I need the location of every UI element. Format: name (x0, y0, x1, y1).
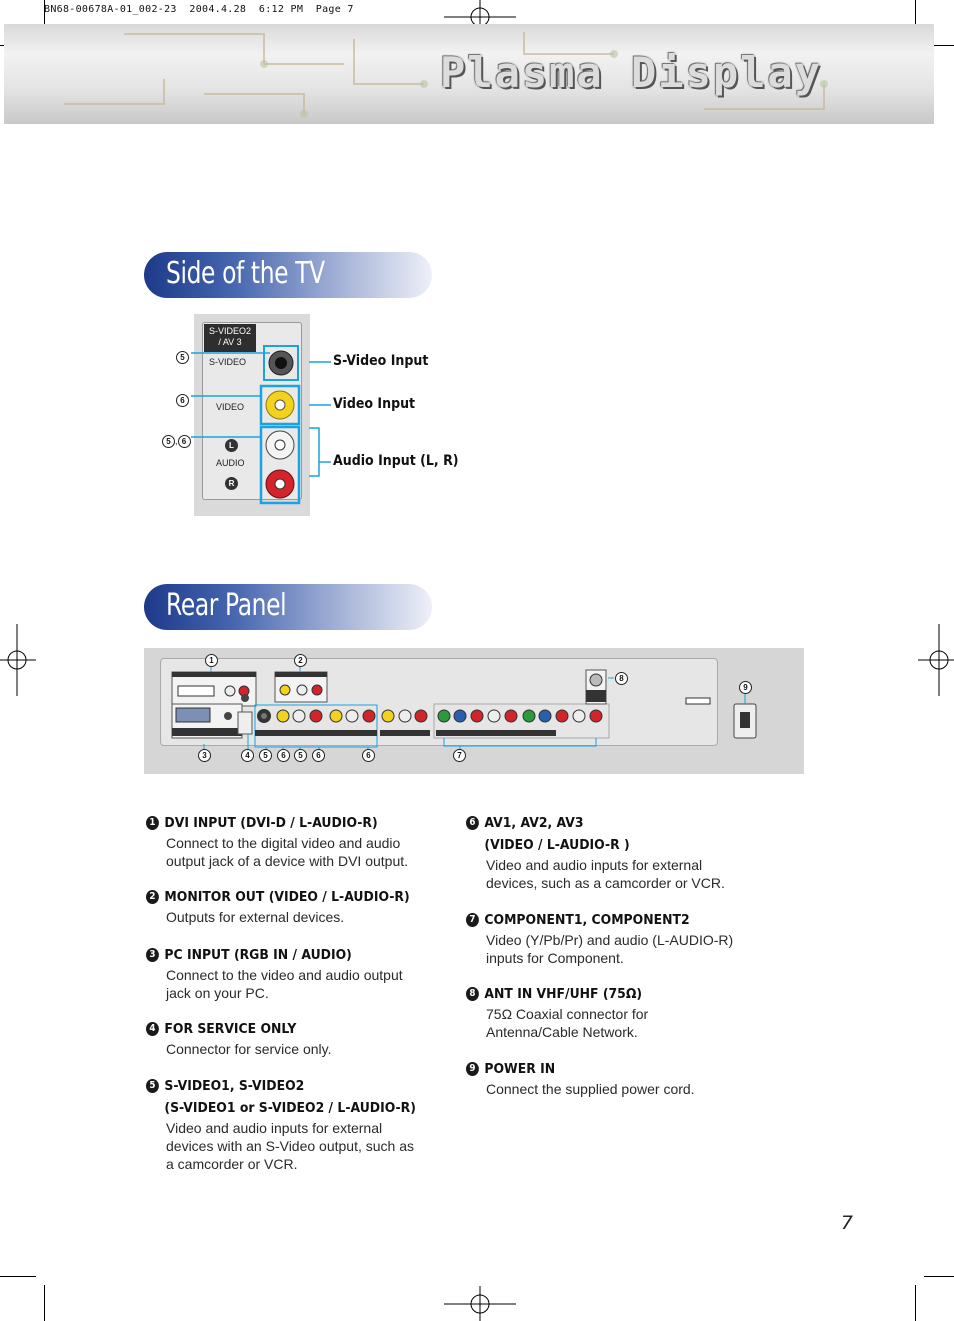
item-body: Video and audio inputs for external devices, such as a camcorder or VCR. (486, 857, 725, 891)
audio-r-mark: R (225, 477, 238, 490)
label-video-input: Video Input (333, 396, 416, 412)
registration-mark-bottom (444, 1286, 516, 1321)
svideo-text: S-VIDEO (209, 357, 247, 367)
rear-callout-3: 3 (198, 749, 211, 762)
video-text: VIDEO (216, 402, 245, 412)
desc-item-5 (146, 1075, 426, 1173)
side-callout-lines (185, 340, 335, 480)
item-number: 4 (146, 1022, 159, 1036)
item-body: Video (Y/Pb/Pr) and audio (L-AUDIO-R) inputs for Component. (486, 932, 734, 966)
item-heading: MONITOR OUT (VIDEO / L-AUDIO-R) (164, 889, 410, 905)
rear-callout-5b: 5 (294, 749, 307, 762)
item-body: Connect to the digital video and audio output jack of a device with DVI output. (166, 835, 409, 869)
section-pill-rear (144, 584, 432, 630)
section-pill-side (144, 252, 432, 298)
item-body: Connect the supplied power cord. (486, 1081, 695, 1097)
item-heading: S-VIDEO1, S-VIDEO2 (164, 1078, 305, 1094)
callout-number: 5 (176, 351, 189, 364)
desc-item-1 (146, 812, 426, 870)
side-callout-6 (176, 390, 189, 408)
rear-callout-6a: 6 (277, 749, 290, 762)
header-banner (4, 24, 934, 124)
desc-item-8 (466, 983, 746, 1041)
registration-mark-left (0, 624, 36, 696)
item-body: Connect to the video and audio output jack on your PC. (166, 967, 403, 1001)
rear-callout-5a: 5 (259, 749, 272, 762)
rear-panel-diagram (144, 648, 804, 774)
audio-l-mark: L (225, 439, 238, 452)
item-heading: POWER IN (484, 1061, 556, 1077)
callout-number: 5 (162, 435, 175, 448)
item-heading-line2: (VIDEO / L-AUDIO-R ) (484, 837, 630, 853)
item-number: 5 (146, 1079, 159, 1093)
label-audio-input: Audio Input (L, R) (333, 453, 459, 469)
item-heading: COMPONENT1, COMPONENT2 (484, 912, 690, 928)
label-svideo-input: S-Video Input (333, 353, 429, 369)
banner-title: Plasma Display (440, 48, 823, 97)
desc-item-7 (466, 909, 746, 967)
item-heading: PC INPUT (RGB IN / AUDIO) (164, 947, 352, 963)
item-body: Connector for service only. (166, 1041, 332, 1057)
rear-callout-6c: 6 (362, 749, 375, 762)
item-heading-line2: (S-VIDEO1 or S-VIDEO2 / L-AUDIO-R) (164, 1100, 416, 1116)
panel-heading-line1: S-VIDEO2 (208, 326, 251, 336)
rear-callout-2: 2 (294, 654, 307, 667)
item-heading: ANT IN VHF/UHF (75Ω) (484, 986, 643, 1002)
rear-callout-4: 4 (241, 749, 254, 762)
registration-mark-right (918, 624, 954, 696)
audio-text: AUDIO (216, 458, 245, 468)
callout-number: 6 (176, 394, 189, 407)
crop-mark (44, 1285, 45, 1321)
desc-item-9 (466, 1058, 746, 1098)
section-title: Side of the TV (166, 256, 325, 291)
rear-callout-6b: 6 (312, 749, 325, 762)
rear-callout-9: 9 (739, 681, 752, 694)
print-header: BN68-00678A-01_002-23 2004.4.28 6:12 PM Page 7 (44, 4, 354, 15)
crop-mark (915, 1285, 916, 1321)
item-number: 9 (466, 1062, 479, 1076)
item-number: 6 (466, 816, 479, 830)
desc-item-2 (146, 886, 426, 926)
item-number: 2 (146, 890, 159, 904)
desc-item-3 (146, 944, 426, 1002)
callout-number: 6 (178, 435, 191, 448)
item-number: 1 (146, 816, 159, 830)
panel-heading-line2: / AV 3 (218, 337, 242, 347)
rear-callout-8: 8 (615, 672, 628, 685)
item-number: 8 (466, 987, 479, 1001)
side-callout-5 (176, 347, 189, 365)
rear-callout-7: 7 (453, 749, 466, 762)
item-heading: AV1, AV2, AV3 (484, 815, 584, 831)
item-body: 75Ω Coaxial connector for Antenna/Cable Network. (486, 1006, 649, 1040)
item-body: Outputs for external devices. (166, 909, 345, 925)
section-title: Rear Panel (166, 588, 287, 623)
item-heading: FOR SERVICE ONLY (164, 1021, 297, 1037)
item-body: Video and audio inputs for external devices with an S-Video output, such as a camcorder or VCR. (166, 1120, 415, 1172)
crop-mark (924, 1276, 954, 1277)
item-number: 7 (466, 913, 479, 927)
side-callout-5-6: 5 , 6 (162, 431, 191, 449)
desc-item-6 (466, 812, 746, 892)
item-number: 3 (146, 948, 159, 962)
crop-mark (0, 1276, 36, 1277)
page-number: 7 (840, 1212, 853, 1234)
desc-item-4 (146, 1018, 426, 1058)
rear-callout-1: 1 (205, 654, 218, 667)
item-heading: DVI INPUT (DVI-D / L-AUDIO-R) (164, 815, 378, 831)
